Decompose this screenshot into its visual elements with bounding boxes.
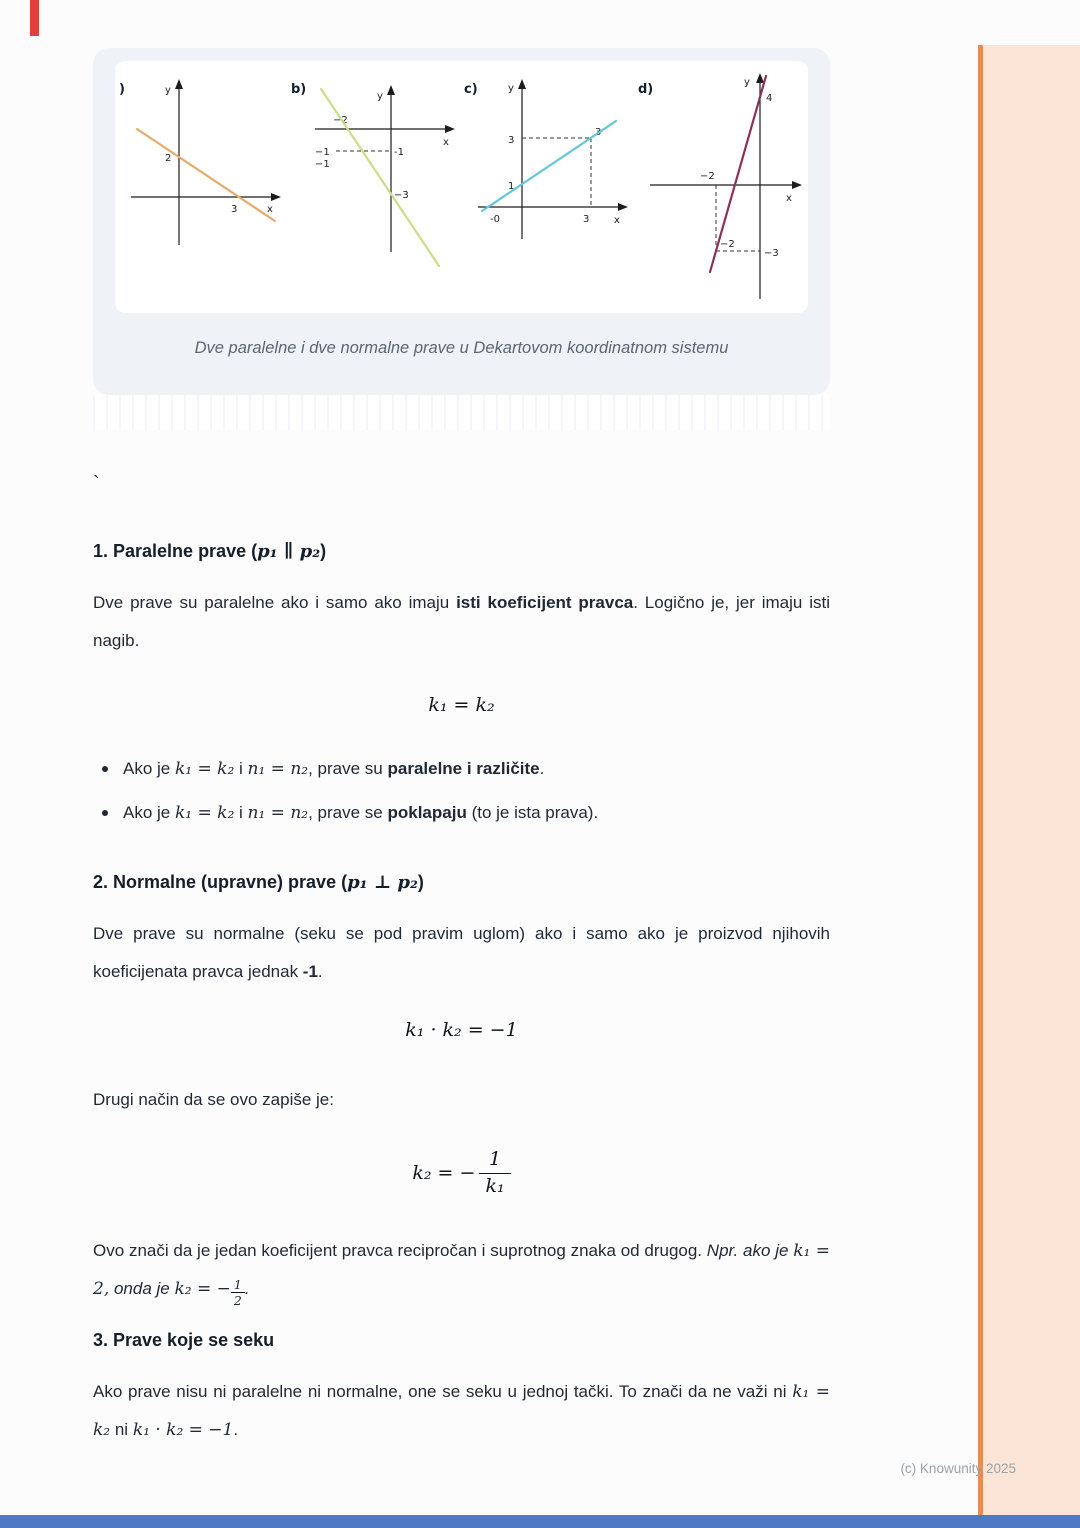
x-axis-label: x	[614, 215, 621, 226]
paragraph-reciprocal-explanation	[93, 1232, 830, 1308]
tick-label: 2	[165, 153, 172, 164]
fraction-denominator: k₁	[485, 1174, 505, 1197]
list-item	[93, 750, 830, 788]
plot-a-label: )	[119, 82, 125, 97]
bullet-list	[93, 750, 830, 832]
y-axis-arrow-icon	[387, 85, 395, 95]
right-edge-strip-line	[978, 45, 983, 1515]
tick-label: 3	[595, 127, 602, 138]
y-axis-arrow-icon	[175, 79, 183, 89]
math-run: n₁ = n₂	[247, 803, 309, 823]
plot-c	[464, 67, 632, 307]
text-run: , prave se	[308, 803, 388, 822]
text-run: .	[539, 759, 545, 778]
heading-text: 1. Paralelne prave (	[93, 541, 258, 561]
bold-run: poklapaju	[387, 803, 467, 822]
document-page	[93, 0, 830, 1449]
tick-label: −2	[699, 171, 715, 182]
bottom-edge-bar	[0, 1515, 1080, 1528]
stray-backtick: `	[93, 473, 100, 495]
text-run: Ako prave nisu ni paralelne ni normalne, one se seku u jednoj tački. To znači da ne važi ni	[93, 1381, 793, 1401]
graph-line	[137, 129, 275, 221]
paragraph-parallel-definition	[93, 584, 830, 660]
figure-card	[93, 48, 830, 395]
text-run: . Logično je, jer imaju isti nagib.	[93, 593, 830, 650]
x-axis-label: x	[442, 137, 449, 148]
bold-run: paralelne i različite	[387, 759, 540, 778]
text-run: Ako je	[123, 803, 175, 822]
fraction	[479, 1149, 510, 1198]
tick-label: −3	[763, 248, 779, 259]
text-run: Dve prave su paralelne ako i samo ako imaju	[93, 593, 457, 612]
math-run: n₁ = n₂	[247, 759, 309, 779]
fraction-numerator: 1	[231, 1278, 245, 1293]
x-axis-arrow-icon	[445, 125, 455, 133]
math-run: k₁ = k₂	[174, 759, 235, 779]
plot-d	[638, 67, 806, 307]
fraction-numerator: 1	[479, 1149, 510, 1174]
section-heading-normal	[93, 872, 830, 893]
text-run: onda je	[109, 1278, 175, 1298]
math-run: k₁ = k₂	[174, 803, 235, 823]
heading-text: 2. Normalne (upravne) prave (	[93, 872, 348, 892]
tick-label: -1	[393, 147, 404, 158]
plot-c-label: c)	[464, 82, 478, 97]
math-run: k₂ = −	[174, 1278, 231, 1299]
graph-line	[710, 76, 766, 272]
graph-line	[482, 121, 616, 211]
heading-text: )	[417, 872, 424, 892]
fraction-denominator: 2	[233, 1292, 242, 1308]
x-axis-arrow-icon	[618, 203, 628, 211]
tick-label: 3	[508, 135, 515, 146]
y-axis-label: y	[376, 91, 383, 102]
bullet-dot-icon	[102, 810, 108, 816]
paragraph-normal-definition	[93, 915, 830, 991]
right-edge-strip	[978, 45, 1080, 1515]
fraction	[231, 1278, 245, 1307]
tick-label: −2	[719, 239, 735, 250]
math-run: p₁ ∥ p₂	[257, 541, 321, 562]
y-axis-arrow-icon	[518, 79, 526, 89]
text-run: .	[317, 962, 323, 981]
tick-label: −2	[332, 115, 348, 126]
plot-b-label: b)	[290, 82, 306, 97]
tick-label: -0	[490, 214, 501, 225]
section-heading-intersecting	[93, 1330, 830, 1351]
text-run: ni	[110, 1419, 133, 1439]
math-run: k₂ = −	[412, 1162, 476, 1185]
x-axis-label: x	[785, 193, 792, 204]
heading-text: 3. Prave koje se seku	[93, 1329, 275, 1350]
text-run: , prave su	[308, 759, 388, 778]
x-axis-arrow-icon	[792, 181, 802, 189]
plot-b	[291, 67, 459, 307]
text-run: Dve prave su normalne (seku se pod pravim uglom) ako i samo ako je proizvod njihovih koeficijenata pravca jednak	[93, 924, 830, 981]
texture-band	[93, 395, 830, 431]
y-axis-label: y	[508, 83, 515, 94]
math-run: p₁ ⊥ p₂	[347, 872, 418, 893]
text-run: i	[234, 759, 248, 778]
formula-product-minus-one: k₁ · k₂ = −1	[405, 1019, 518, 1041]
math-run: k₁ = k₂	[93, 1381, 831, 1440]
math-run: k₁ · k₂ = −1	[132, 1419, 234, 1440]
tick-label: −3	[393, 190, 409, 201]
x-axis-arrow-icon	[271, 193, 281, 201]
plot-a	[117, 67, 285, 307]
plot-d-label: d)	[637, 82, 654, 97]
x-axis-label: x	[267, 204, 273, 215]
formula-equal-slopes: k₁ = k₂	[428, 694, 495, 716]
text-run: Ako je	[123, 759, 175, 778]
paragraph-intersecting	[93, 1373, 830, 1449]
math-run: k₁ = 2,	[93, 1240, 831, 1299]
text-run: Ovo znači da je jedan koeficijent pravca recipročan i suprotnog znaka od drugog.	[93, 1240, 707, 1260]
tick-label: −1	[314, 147, 330, 158]
bold-run: -1	[302, 962, 318, 981]
text-run: Drugi način da se ovo zapiše je:	[93, 1090, 334, 1109]
paragraph-other-notation	[93, 1081, 830, 1119]
formula-reciprocal	[93, 1149, 830, 1198]
tick-label: 1	[508, 181, 515, 192]
heading-text: )	[320, 541, 327, 561]
tick-label: −1	[314, 159, 330, 170]
list-item	[93, 794, 830, 832]
graph-line	[321, 89, 439, 266]
copyright-notice: (c) Knowunity 2025	[900, 1461, 1016, 1476]
text-run: .	[244, 1278, 250, 1298]
y-axis-label: y	[165, 85, 171, 96]
figure-plots	[115, 61, 808, 313]
bullet-dot-icon	[102, 766, 108, 772]
text-run: i	[234, 803, 248, 822]
tick-label: 3	[583, 214, 590, 225]
text-run: Npr. ako je	[706, 1240, 794, 1260]
text-run: .	[233, 1419, 239, 1439]
red-edge-mark	[30, 0, 39, 36]
y-axis-label: y	[743, 77, 750, 88]
y-axis-arrow-icon	[756, 73, 764, 83]
figure-caption: Dve paralelne i dve normalne prave u Dekartovom koordinatnom sistemu	[194, 339, 729, 357]
tick-label: 4	[765, 93, 773, 104]
bold-run: isti koeficijent pravca	[456, 593, 634, 612]
tick-label: 3	[231, 204, 238, 215]
section-heading-parallel	[93, 541, 830, 562]
text-run: (to je ista prava).	[466, 803, 599, 822]
